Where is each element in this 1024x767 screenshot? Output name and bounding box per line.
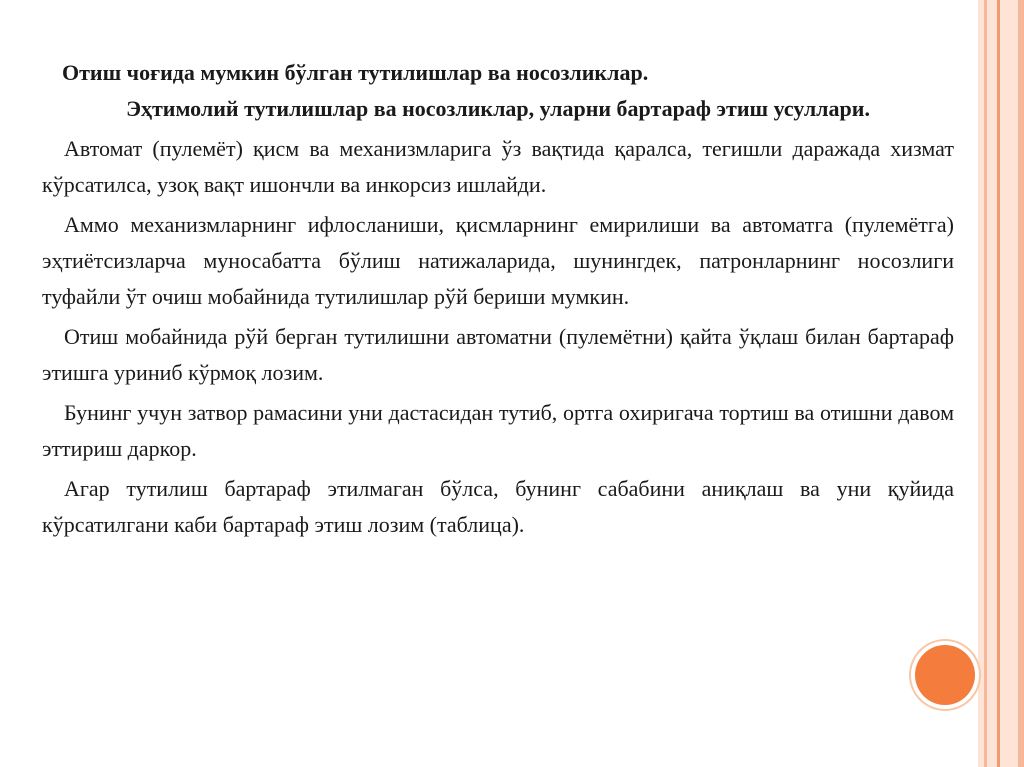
slide-title-line2: Эҳтимолий тутилишлар ва носозликлар, уларни бартараф этиш усуллари. — [126, 96, 870, 121]
paragraph-text: Автомат (пулемёт) қисм ва механизмларига ўз вақтида қаралса, тегишли даражада хизмат кўрсатилса, узоқ вақт ишончли ва инкорсиз ишлайди. — [42, 136, 954, 197]
paragraph — [42, 207, 954, 315]
paragraph — [42, 471, 954, 543]
paragraph-text: Аммо механизмларнинг ифлосланиши, қисмларнинг емирилиши ва автоматга (пулемётга) эҳтиётсизларча муносабатта бўлиш натижаларида, шунингдек, патронларнинг носозлиги туфайли ўт очиш мобайнида тутилишлар рўй бериши мумкин. — [42, 212, 954, 309]
stripe — [1000, 0, 1018, 767]
paragraph-text: Агар тутилиш бартараф этилмаган бўлса, бунинг сабабини аниқлаш ва уни қуйида кўрсатилгани каби бартараф этиш лозим (таблица). — [42, 476, 954, 537]
decorative-circle-icon — [915, 645, 975, 705]
paragraph — [42, 131, 954, 203]
paragraph-text: Бунинг учун затвор рамасини уни дастасидан тутиб, ортга охиригача тортиш ва отишни давом эттириш даркор. — [42, 400, 954, 461]
slide-content — [42, 55, 954, 543]
paragraph — [42, 395, 954, 467]
paragraph-text: Отиш мобайнида рўй берган тутилишни автоматни (пулемётни) қайта ўқлаш билан бартараф этишга уриниб кўрмоқ лозим. — [42, 324, 954, 385]
decorative-stripes — [978, 0, 1024, 767]
paragraph — [42, 319, 954, 391]
slide-title-line1: Отиш чоғида мумкин бўлган тутилишлар ва носозликлар. — [62, 60, 649, 85]
stripe — [1018, 0, 1024, 767]
stripe — [987, 0, 997, 767]
